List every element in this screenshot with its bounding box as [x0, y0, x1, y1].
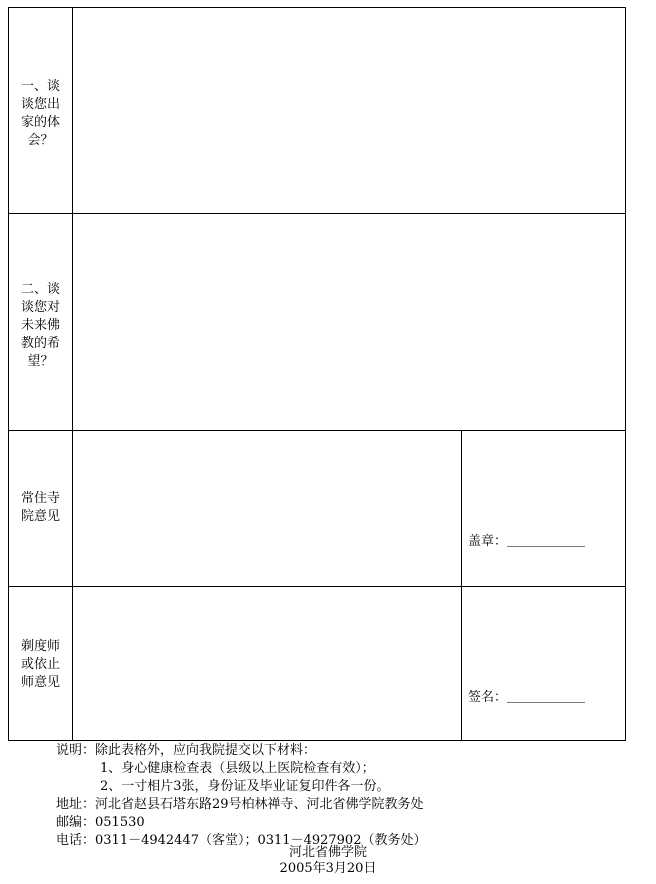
master-opinion-area[interactable] [73, 587, 461, 741]
row-label-hopes [9, 281, 72, 371]
label-line: 一、谈 [20, 79, 60, 94]
row-label-experience [9, 78, 72, 150]
hopes-answer-area[interactable] [73, 214, 625, 430]
instructions-block [56, 742, 426, 850]
footer-date: 2005年3月20日 [279, 861, 377, 876]
label-line: 家的体 [20, 115, 60, 130]
label-line: 常住寺 [20, 491, 60, 506]
signature-field[interactable]: 签名：＿＿＿＿＿＿ [468, 690, 586, 705]
row-label-temple-opinion [9, 490, 72, 526]
instruction-item-1: 1、身心健康检查表（县级以上医院检查有效）； [100, 761, 375, 776]
instruction-item-2: 2、一寸相片3张，身份证及毕业证复印件各一份。 [100, 779, 390, 794]
seal-field[interactable]: 盖章：＿＿＿＿＿＿ [468, 534, 586, 549]
label-line: 教的希 [20, 336, 60, 351]
label-line: 会？ [27, 133, 54, 148]
label-line: 谈您对 [20, 300, 60, 315]
label-line: 院意见 [20, 509, 60, 524]
label-line: 未来佛 [20, 318, 60, 333]
address-line: 地址：河北省赵县石塔东路29号柏林禅寺、河北省佛学院教务处 [56, 797, 424, 812]
label-line: 剃度师 [20, 639, 60, 654]
phone-line: 电话：0311－4942447（客堂）；0311－4927902（教务处） [56, 833, 427, 848]
footer-organization: 河北省佛学院 [288, 845, 367, 860]
signature-column-divider [461, 430, 462, 741]
label-line: 谈您出 [20, 97, 60, 112]
label-line: 二、谈 [20, 282, 60, 297]
label-line: 或依止 [20, 657, 60, 672]
row-label-master-opinion [9, 638, 72, 692]
experience-answer-area[interactable] [73, 8, 625, 213]
instructions-heading: 说明：除此表格外，应向我院提交以下材料： [56, 743, 317, 758]
temple-opinion-area[interactable] [73, 431, 461, 586]
label-line: 望？ [27, 354, 54, 369]
postcode-line: 邮编：051530 [56, 815, 145, 830]
label-line: 师意见 [20, 675, 60, 690]
